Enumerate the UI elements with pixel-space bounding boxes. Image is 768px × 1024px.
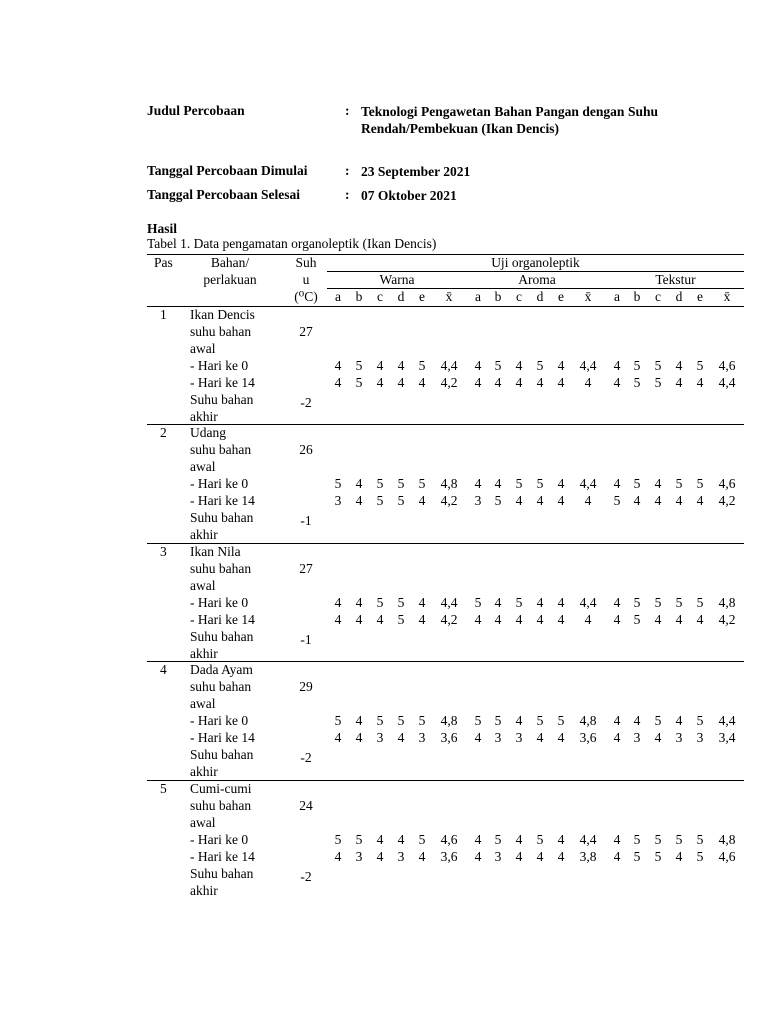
row-rule — [147, 424, 744, 425]
subheader-aroma-e: e — [558, 289, 564, 304]
header-uji-organoleptik: Uji organoleptik — [491, 255, 580, 270]
score-h14-warna-mean: 3,6 — [440, 730, 458, 745]
score-h14-warna-b: 4 — [355, 493, 363, 508]
score-h0-aroma-e: 4 — [557, 832, 565, 847]
subheader-warna-d: d — [397, 289, 405, 304]
score-h14-warna-mean: 4,2 — [440, 375, 458, 390]
score-h14-aroma-c: 4 — [515, 612, 523, 627]
header-suhu-1: Suh — [295, 255, 317, 270]
label-suhu-awal-2: awal — [190, 815, 216, 830]
label-suhu-akhir-2: akhir — [190, 409, 218, 424]
score-h0-warna-d: 5 — [397, 476, 405, 491]
score-h0-aroma-mean: 4,8 — [579, 713, 597, 728]
score-h0-tekstur-d: 4 — [675, 713, 683, 728]
label-suhu-awal: suhu bahan — [190, 442, 252, 457]
score-h0-tekstur-b: 4 — [633, 713, 641, 728]
score-h0-tekstur-b: 5 — [633, 832, 641, 847]
section-heading-hasil: Hasil — [147, 221, 178, 236]
label-suhu-akhir: Suhu bahan — [190, 510, 254, 525]
score-h0-warna-mean: 4,8 — [440, 713, 458, 728]
score-h14-tekstur-mean: 3,4 — [718, 730, 736, 745]
label-hari-0: - Hari ke 0 — [190, 713, 249, 728]
row-number: 2 — [160, 425, 167, 440]
score-h0-aroma-e: 4 — [557, 358, 565, 373]
score-h14-warna-e: 4 — [418, 375, 426, 390]
score-h14-warna-b: 4 — [355, 730, 363, 745]
score-h14-warna-c: 5 — [376, 493, 384, 508]
score-h0-aroma-b: 5 — [494, 713, 502, 728]
mulai-label: Tanggal Percobaan Dimulai — [147, 163, 308, 178]
label-suhu-akhir-2: akhir — [190, 764, 218, 779]
sample-name: Cumi-cumi — [190, 781, 252, 796]
score-h0-tekstur-mean: 4,6 — [718, 476, 736, 491]
header-aroma: Aroma — [518, 272, 556, 287]
score-h0-aroma-c: 5 — [515, 476, 523, 491]
label-hari-14: - Hari ke 14 — [190, 493, 255, 508]
score-h0-aroma-mean: 4,4 — [579, 358, 597, 373]
score-h0-tekstur-b: 5 — [633, 358, 641, 373]
label-hari-14: - Hari ke 14 — [190, 730, 255, 745]
label-suhu-awal: suhu bahan — [190, 324, 252, 339]
subheader-warna-mean: x̄ — [445, 289, 453, 304]
score-h14-aroma-mean: 3,8 — [579, 849, 597, 864]
score-h0-aroma-c: 5 — [515, 595, 523, 610]
score-h14-tekstur-mean: 4,6 — [718, 849, 736, 864]
score-h14-warna-a: 4 — [334, 612, 342, 627]
header-pas: Pas — [154, 255, 173, 270]
score-h0-aroma-a: 5 — [474, 595, 482, 610]
score-h14-aroma-a: 4 — [474, 612, 482, 627]
score-h0-tekstur-a: 4 — [613, 476, 621, 491]
score-h0-warna-a: 5 — [334, 713, 342, 728]
score-h14-tekstur-c: 4 — [654, 493, 662, 508]
score-h14-aroma-c: 4 — [515, 493, 523, 508]
judul-value: Teknologi Pengawetan Bahan Pangan dengan Suhu Rendah/Pembekuan (Ikan Dencis) — [361, 104, 658, 136]
score-h0-warna-b: 4 — [355, 476, 363, 491]
score-h0-aroma-a: 4 — [474, 476, 482, 491]
score-h0-warna-b: 5 — [355, 832, 363, 847]
score-h14-aroma-mean: 4 — [584, 375, 592, 390]
subheader-tekstur-mean: x̄ — [723, 289, 731, 304]
score-h0-aroma-a: 5 — [474, 713, 482, 728]
score-h0-warna-a: 5 — [334, 476, 342, 491]
label-suhu-akhir: Suhu bahan — [190, 866, 254, 881]
subheader-warna-a: a — [335, 289, 341, 304]
score-h0-aroma-mean: 4,4 — [579, 832, 597, 847]
label-suhu-akhir-2: akhir — [190, 527, 218, 542]
score-h0-warna-a: 5 — [334, 832, 342, 847]
header-warna: Warna — [379, 272, 415, 287]
score-h14-aroma-c: 3 — [515, 730, 523, 745]
score-h14-aroma-e: 4 — [557, 375, 565, 390]
score-h0-tekstur-b: 5 — [633, 595, 641, 610]
suhu-awal-value: 27 — [299, 324, 313, 339]
label-suhu-awal: suhu bahan — [190, 561, 252, 576]
score-h14-aroma-a: 3 — [474, 493, 482, 508]
score-h14-tekstur-e: 4 — [696, 375, 704, 390]
score-h14-tekstur-b: 5 — [633, 849, 641, 864]
label-hari-14: - Hari ke 14 — [190, 375, 255, 390]
score-h14-aroma-b: 3 — [494, 849, 502, 864]
subheader-aroma-a: a — [475, 289, 481, 304]
score-h0-aroma-c: 4 — [515, 713, 523, 728]
label-hari-0: - Hari ke 0 — [190, 832, 249, 847]
subheader-tekstur-e: e — [697, 289, 703, 304]
score-h14-warna-c: 3 — [376, 730, 384, 745]
score-h14-tekstur-c: 4 — [654, 612, 662, 627]
subheader-warna-e: e — [419, 289, 425, 304]
score-h0-tekstur-d: 4 — [675, 358, 683, 373]
score-h14-warna-e: 4 — [418, 493, 426, 508]
score-h14-tekstur-a: 4 — [613, 730, 621, 745]
suhu-akhir-value: -1 — [300, 513, 312, 528]
suhu-awal-value: 26 — [299, 442, 313, 457]
score-h0-aroma-mean: 4,4 — [579, 476, 597, 491]
score-h0-aroma-e: 4 — [557, 595, 565, 610]
score-h14-aroma-e: 4 — [557, 730, 565, 745]
suhu-awal-value: 29 — [299, 679, 313, 694]
header-suhu-2: u — [302, 272, 310, 287]
label-hari-14: - Hari ke 14 — [190, 849, 255, 864]
score-h14-tekstur-d: 4 — [675, 849, 683, 864]
row-number: 3 — [160, 544, 167, 559]
subheader-tekstur-a: a — [614, 289, 620, 304]
score-h0-tekstur-a: 4 — [613, 595, 621, 610]
label-hari-0: - Hari ke 0 — [190, 358, 249, 373]
score-h14-warna-a: 4 — [334, 730, 342, 745]
score-h14-tekstur-b: 4 — [633, 493, 641, 508]
score-h14-aroma-mean: 4 — [584, 612, 592, 627]
subheader-aroma-b: b — [494, 289, 502, 304]
sample-name: Dada Ayam — [190, 662, 253, 677]
score-h14-warna-c: 4 — [376, 849, 384, 864]
suhu-akhir-value: -2 — [300, 869, 312, 884]
score-h14-tekstur-a: 4 — [613, 375, 621, 390]
score-h0-tekstur-c: 5 — [654, 595, 662, 610]
mulai-value: 23 September 2021 — [361, 164, 471, 179]
score-h14-warna-b: 4 — [355, 612, 363, 627]
score-h14-aroma-a: 4 — [474, 375, 482, 390]
score-h0-warna-c: 4 — [376, 832, 384, 847]
score-h0-tekstur-d: 5 — [675, 595, 683, 610]
score-h0-tekstur-e: 5 — [696, 713, 704, 728]
sample-name: Ikan Dencis — [190, 307, 255, 322]
score-h14-tekstur-d: 4 — [675, 493, 683, 508]
selesai-value: 07 Oktober 2021 — [361, 188, 457, 203]
score-h14-aroma-d: 4 — [536, 493, 544, 508]
score-h14-tekstur-c: 5 — [654, 849, 662, 864]
score-h0-tekstur-c: 4 — [654, 476, 662, 491]
score-h0-warna-c: 5 — [376, 595, 384, 610]
score-h0-aroma-b: 4 — [494, 476, 502, 491]
score-h14-warna-d: 4 — [397, 375, 405, 390]
score-h0-warna-mean: 4,8 — [440, 476, 458, 491]
score-h14-aroma-a: 4 — [474, 730, 482, 745]
score-h0-tekstur-e: 5 — [696, 358, 704, 373]
subheader-aroma-c: c — [516, 289, 522, 304]
score-h14-aroma-d: 4 — [536, 612, 544, 627]
subheader-aroma-d: d — [536, 289, 544, 304]
score-h14-aroma-b: 3 — [494, 730, 502, 745]
mulai-colon: : — [345, 163, 350, 178]
label-suhu-awal: suhu bahan — [190, 798, 252, 813]
judul-label: Judul Percobaan — [147, 103, 245, 118]
score-h0-warna-b: 4 — [355, 713, 363, 728]
score-h0-warna-d: 5 — [397, 713, 405, 728]
score-h14-warna-e: 4 — [418, 612, 426, 627]
score-h14-warna-c: 4 — [376, 375, 384, 390]
score-h0-tekstur-e: 5 — [696, 832, 704, 847]
subheader-warna-b: b — [355, 289, 363, 304]
score-h14-tekstur-b: 3 — [633, 730, 641, 745]
label-suhu-awal-2: awal — [190, 459, 216, 474]
score-h14-aroma-c: 4 — [515, 849, 523, 864]
score-h0-aroma-a: 4 — [474, 832, 482, 847]
score-h14-tekstur-d: 4 — [675, 612, 683, 627]
score-h0-warna-a: 4 — [334, 595, 342, 610]
score-h0-warna-c: 4 — [376, 358, 384, 373]
score-h0-tekstur-c: 5 — [654, 713, 662, 728]
score-h0-warna-mean: 4,6 — [440, 832, 458, 847]
score-h0-aroma-b: 4 — [494, 595, 502, 610]
row-number: 4 — [160, 662, 167, 677]
row-number: 5 — [160, 781, 167, 796]
subheader-warna-c: c — [377, 289, 383, 304]
score-h14-tekstur-e: 4 — [696, 612, 704, 627]
score-h14-tekstur-e: 4 — [696, 493, 704, 508]
score-h0-aroma-c: 4 — [515, 832, 523, 847]
label-hari-14: - Hari ke 14 — [190, 612, 255, 627]
score-h14-tekstur-c: 5 — [654, 375, 662, 390]
score-h14-aroma-b: 5 — [494, 493, 502, 508]
row-number: 1 — [160, 307, 167, 322]
score-h14-tekstur-mean: 4,4 — [718, 375, 736, 390]
score-h14-warna-mean: 3,6 — [440, 849, 458, 864]
score-h14-aroma-e: 4 — [557, 849, 565, 864]
score-h0-aroma-e: 5 — [557, 713, 565, 728]
score-h0-warna-a: 4 — [334, 358, 342, 373]
score-h14-tekstur-e: 3 — [696, 730, 704, 745]
score-h0-warna-mean: 4,4 — [440, 595, 458, 610]
score-h14-warna-e: 4 — [418, 849, 426, 864]
judul-colon: : — [345, 103, 350, 118]
label-suhu-akhir-2: akhir — [190, 883, 218, 898]
subheader-tekstur-b: b — [633, 289, 641, 304]
score-h14-aroma-d: 4 — [536, 375, 544, 390]
score-h14-warna-c: 4 — [376, 612, 384, 627]
score-h0-aroma-d: 5 — [536, 832, 544, 847]
suhu-akhir-value: -1 — [300, 632, 312, 647]
score-h0-warna-e: 4 — [418, 595, 426, 610]
score-h14-warna-e: 3 — [418, 730, 426, 745]
suhu-awal-value: 24 — [299, 798, 313, 813]
score-h14-tekstur-d: 3 — [675, 730, 683, 745]
score-h0-warna-b: 4 — [355, 595, 363, 610]
score-h14-warna-mean: 4,2 — [440, 612, 458, 627]
score-h14-tekstur-c: 4 — [654, 730, 662, 745]
score-h14-aroma-d: 4 — [536, 849, 544, 864]
score-h0-warna-c: 5 — [376, 476, 384, 491]
score-h14-tekstur-a: 4 — [613, 849, 621, 864]
table-caption: Tabel 1. Data pengamatan organoleptik (Ikan Dencis) — [147, 236, 437, 251]
score-h0-aroma-b: 5 — [494, 832, 502, 847]
score-h14-tekstur-e: 5 — [696, 849, 704, 864]
label-suhu-akhir-2: akhir — [190, 646, 218, 661]
score-h14-aroma-b: 4 — [494, 375, 502, 390]
score-h14-aroma-mean: 4 — [584, 493, 592, 508]
label-hari-0: - Hari ke 0 — [190, 476, 249, 491]
score-h0-tekstur-d: 5 — [675, 476, 683, 491]
score-h0-warna-e: 5 — [418, 358, 426, 373]
score-h0-tekstur-c: 5 — [654, 832, 662, 847]
score-h14-tekstur-mean: 4,2 — [718, 493, 736, 508]
score-h14-warna-a: 3 — [334, 493, 342, 508]
score-h0-aroma-e: 4 — [557, 476, 565, 491]
score-h0-tekstur-mean: 4,8 — [718, 595, 736, 610]
score-h0-tekstur-a: 4 — [613, 358, 621, 373]
label-suhu-awal-2: awal — [190, 341, 216, 356]
subheader-tekstur-d: d — [675, 289, 683, 304]
subheader-tekstur-c: c — [655, 289, 661, 304]
label-suhu-awal: suhu bahan — [190, 679, 252, 694]
selesai-label: Tanggal Percobaan Selesai — [147, 187, 301, 202]
score-h14-tekstur-mean: 4,2 — [718, 612, 736, 627]
score-h14-aroma-b: 4 — [494, 612, 502, 627]
score-h0-aroma-mean: 4,4 — [579, 595, 597, 610]
score-h14-warna-b: 5 — [355, 375, 363, 390]
label-suhu-awal-2: awal — [190, 696, 216, 711]
score-h0-aroma-d: 5 — [536, 358, 544, 373]
score-h0-warna-e: 5 — [418, 832, 426, 847]
score-h0-aroma-d: 4 — [536, 595, 544, 610]
score-h14-aroma-mean: 3,6 — [579, 730, 597, 745]
score-h0-warna-e: 5 — [418, 713, 426, 728]
score-h0-tekstur-a: 4 — [613, 713, 621, 728]
header-suhu-3: (⁰C) — [294, 289, 318, 304]
score-h0-tekstur-mean: 4,4 — [718, 713, 736, 728]
label-suhu-akhir: Suhu bahan — [190, 629, 254, 644]
suhu-awal-value: 27 — [299, 561, 313, 576]
score-h14-warna-b: 3 — [355, 849, 363, 864]
subheader-aroma-mean: x̄ — [584, 289, 592, 304]
score-h14-warna-a: 4 — [334, 375, 342, 390]
suhu-akhir-value: -2 — [300, 395, 312, 410]
score-h0-warna-d: 4 — [397, 832, 405, 847]
header-bahan-2: perlakuan — [203, 272, 257, 287]
score-h0-aroma-d: 5 — [536, 713, 544, 728]
score-h0-tekstur-mean: 4,8 — [718, 832, 736, 847]
suhu-akhir-value: -2 — [300, 750, 312, 765]
header-bahan-1: Bahan/ — [210, 255, 250, 270]
score-h14-aroma-e: 4 — [557, 493, 565, 508]
score-h14-warna-d: 5 — [397, 493, 405, 508]
score-h0-tekstur-e: 5 — [696, 476, 704, 491]
sample-name: Ikan Nila — [190, 544, 241, 559]
score-h0-tekstur-c: 5 — [654, 358, 662, 373]
score-h14-tekstur-a: 5 — [613, 493, 621, 508]
score-h0-aroma-a: 4 — [474, 358, 482, 373]
label-hari-0: - Hari ke 0 — [190, 595, 249, 610]
score-h14-tekstur-d: 4 — [675, 375, 683, 390]
score-h0-warna-d: 5 — [397, 595, 405, 610]
score-h0-warna-e: 5 — [418, 476, 426, 491]
label-suhu-akhir: Suhu bahan — [190, 747, 254, 762]
score-h0-tekstur-mean: 4,6 — [718, 358, 736, 373]
score-h0-tekstur-d: 5 — [675, 832, 683, 847]
score-h0-tekstur-e: 5 — [696, 595, 704, 610]
score-h14-aroma-d: 4 — [536, 730, 544, 745]
label-suhu-awal-2: awal — [190, 578, 216, 593]
score-h0-tekstur-a: 4 — [613, 832, 621, 847]
score-h0-aroma-b: 5 — [494, 358, 502, 373]
score-h0-tekstur-b: 5 — [633, 476, 641, 491]
score-h14-tekstur-b: 5 — [633, 375, 641, 390]
score-h0-aroma-d: 5 — [536, 476, 544, 491]
score-h14-warna-mean: 4,2 — [440, 493, 458, 508]
score-h14-tekstur-b: 5 — [633, 612, 641, 627]
score-h0-warna-c: 5 — [376, 713, 384, 728]
score-h14-warna-d: 4 — [397, 730, 405, 745]
label-suhu-akhir: Suhu bahan — [190, 392, 254, 407]
score-h14-aroma-e: 4 — [557, 612, 565, 627]
score-h0-warna-mean: 4,4 — [440, 358, 458, 373]
selesai-colon: : — [345, 187, 350, 202]
score-h14-warna-a: 4 — [334, 849, 342, 864]
score-h14-aroma-c: 4 — [515, 375, 523, 390]
score-h14-warna-d: 5 — [397, 612, 405, 627]
sample-name: Udang — [190, 425, 226, 440]
header-tekstur: Tekstur — [655, 272, 696, 287]
score-h0-aroma-c: 4 — [515, 358, 523, 373]
score-h14-warna-d: 3 — [397, 849, 405, 864]
score-h0-warna-b: 5 — [355, 358, 363, 373]
score-h0-warna-d: 4 — [397, 358, 405, 373]
score-h14-tekstur-a: 4 — [613, 612, 621, 627]
score-h14-aroma-a: 4 — [474, 849, 482, 864]
